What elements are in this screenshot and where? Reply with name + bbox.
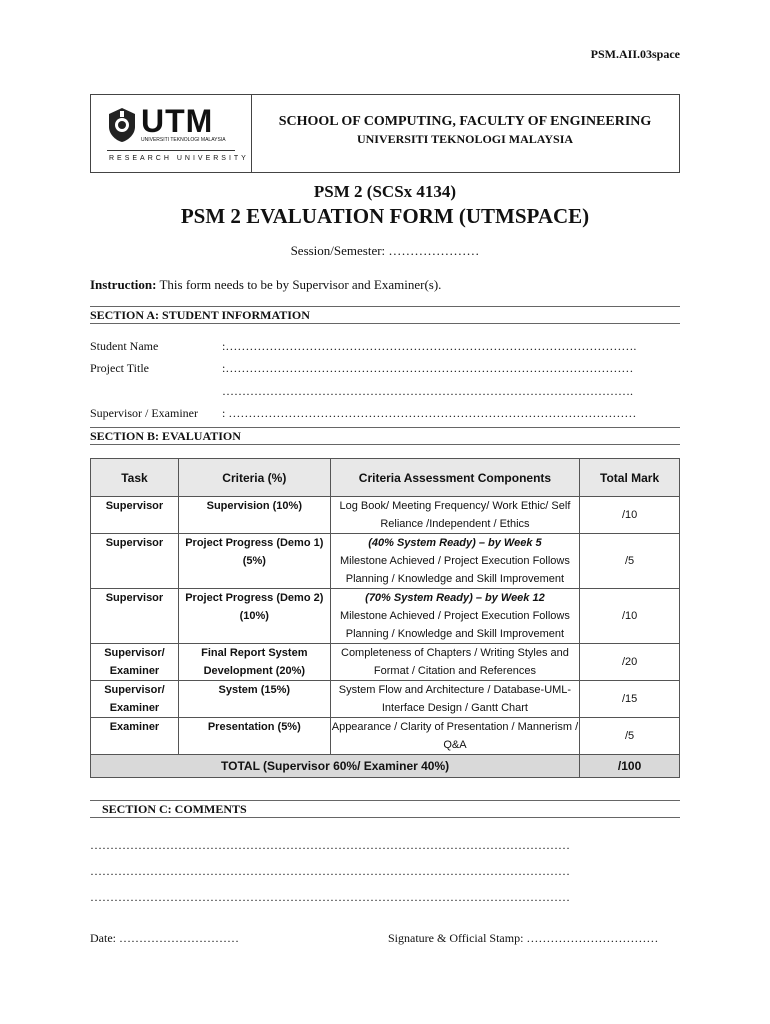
section-a-heading: SECTION A: STUDENT INFORMATION bbox=[90, 306, 680, 324]
task-cell: Supervisor/ Examiner bbox=[91, 644, 179, 681]
instruction bbox=[90, 277, 441, 293]
school-name: SCHOOL OF COMPUTING, FACULTY OF ENGINEERING bbox=[278, 114, 652, 129]
components-emphasis: (70% System Ready) – by Week 12 bbox=[365, 592, 545, 604]
section-c-heading: SECTION C: COMMENTS bbox=[90, 800, 680, 818]
task-cell: Supervisor bbox=[91, 534, 179, 589]
criteria-cell: Presentation (5%) bbox=[178, 718, 330, 755]
comment-line[interactable]: ………………………………………………………………………………………………………… bbox=[90, 890, 570, 904]
column-header-total-mark: Total Mark bbox=[580, 459, 680, 497]
components-cell bbox=[330, 718, 580, 755]
components-cell bbox=[330, 534, 580, 589]
column-header-task: Task bbox=[91, 459, 179, 497]
table-row bbox=[91, 589, 680, 644]
components-emphasis: (40% System Ready) – by Week 5 bbox=[368, 537, 542, 549]
header-box bbox=[90, 94, 680, 173]
section-b-heading: SECTION B: EVALUATION bbox=[90, 427, 680, 445]
table-row bbox=[91, 718, 680, 755]
total-label: TOTAL (Supervisor 60%/ Examiner 40%) bbox=[91, 755, 580, 778]
table-row bbox=[91, 644, 680, 681]
components-text: Milestone Achieved / Project Execution Follows Planning / Knowledge and Skill Improvement bbox=[339, 555, 570, 585]
components-text: Log Book/ Meeting Frequency/ Work Ethic/ Self Reliance /Independent / Ethics bbox=[339, 500, 571, 530]
utm-emblem-icon bbox=[107, 107, 137, 143]
utm-logo-tagline: RESEARCH UNIVERSITY bbox=[109, 155, 249, 162]
task-cell: Supervisor/ Examiner bbox=[91, 681, 179, 718]
mark-cell[interactable]: /20 bbox=[580, 644, 680, 681]
field-label-student-name: Student Name bbox=[90, 339, 159, 353]
date-field[interactable]: Date: ………………………… bbox=[90, 931, 239, 945]
university-name: UNIVERSITI TEKNOLOGI MALAYSIA bbox=[356, 132, 574, 146]
supervisor-examiner-field[interactable]: : ………………………………………………………………………………………… bbox=[222, 406, 637, 420]
instruction-text: This form needs to be by Supervisor and Examiner(s). bbox=[156, 277, 442, 292]
field-label-supervisor-examiner: Supervisor / Examiner bbox=[90, 406, 198, 420]
task-cell: Examiner bbox=[91, 718, 179, 755]
signature-field[interactable]: Signature & Official Stamp: …………………………… bbox=[388, 931, 659, 945]
components-cell bbox=[330, 497, 580, 534]
column-header-criteria: Criteria (%) bbox=[178, 459, 330, 497]
mark-cell[interactable]: /10 bbox=[580, 589, 680, 644]
course-title: PSM 2 (SCSx 4134) bbox=[313, 182, 457, 201]
student-name-field[interactable]: :…………………………………………………………………………………………. bbox=[222, 339, 637, 353]
criteria-cell: System (15%) bbox=[178, 681, 330, 718]
column-header-components: Criteria Assessment Components bbox=[330, 459, 580, 497]
project-title-field-line2[interactable]: …………………………………………………………………………………………. bbox=[222, 384, 633, 398]
utm-logo bbox=[91, 95, 252, 172]
criteria-cell: Final Report System Development (20%) bbox=[178, 644, 330, 681]
evaluation-table bbox=[90, 458, 680, 778]
task-cell: Supervisor bbox=[91, 497, 179, 534]
task-cell: Supervisor bbox=[91, 589, 179, 644]
table-row bbox=[91, 497, 680, 534]
project-title-field[interactable]: :………………………………………………………………………………………… bbox=[222, 361, 634, 375]
criteria-cell: Project Progress (Demo 1) (5%) bbox=[178, 534, 330, 589]
total-row bbox=[91, 755, 680, 778]
field-label-project-title: Project Title bbox=[90, 361, 150, 375]
instruction-label: Instruction: bbox=[90, 277, 157, 292]
components-text: Completeness of Chapters / Writing Styles and Format / Citation and References bbox=[341, 647, 569, 677]
components-cell bbox=[330, 681, 580, 718]
criteria-cell: Project Progress (Demo 2) (10%) bbox=[178, 589, 330, 644]
mark-cell[interactable]: /10 bbox=[580, 497, 680, 534]
components-cell bbox=[330, 589, 580, 644]
mark-cell[interactable]: /15 bbox=[580, 681, 680, 718]
components-text: System Flow and Architecture / Database-UML-Interface Design / Gantt Chart bbox=[338, 684, 572, 714]
utm-logo-text: UTM bbox=[141, 103, 214, 139]
criteria-cell: Supervision (10%) bbox=[178, 497, 330, 534]
header-text bbox=[251, 95, 679, 172]
components-text: Appearance / Clarity of Presentation / Mannerism / Q&A bbox=[331, 721, 579, 751]
mark-cell[interactable]: /5 bbox=[580, 718, 680, 755]
utm-logo-subtext: UNIVERSITI TEKNOLOGI MALAYSIA bbox=[141, 137, 226, 143]
components-text: Milestone Achieved / Project Execution Follows Planning / Knowledge and Skill Improvement bbox=[339, 610, 570, 640]
table-row bbox=[91, 534, 680, 589]
logo-divider bbox=[107, 150, 235, 151]
components-cell bbox=[330, 644, 580, 681]
total-mark-cell[interactable]: /100 bbox=[580, 755, 680, 778]
document-code: PSM.AII.03space bbox=[590, 47, 680, 61]
table-row bbox=[91, 681, 680, 718]
mark-cell[interactable]: /5 bbox=[580, 534, 680, 589]
comment-line[interactable]: ………………………………………………………………………………………………………… bbox=[90, 864, 570, 878]
session-semester: Session/Semester: ………………… bbox=[290, 243, 480, 258]
form-title: PSM 2 EVALUATION FORM (UTMSPACE) bbox=[180, 204, 590, 228]
comment-line[interactable]: ………………………………………………………………………………………………………… bbox=[90, 838, 570, 852]
